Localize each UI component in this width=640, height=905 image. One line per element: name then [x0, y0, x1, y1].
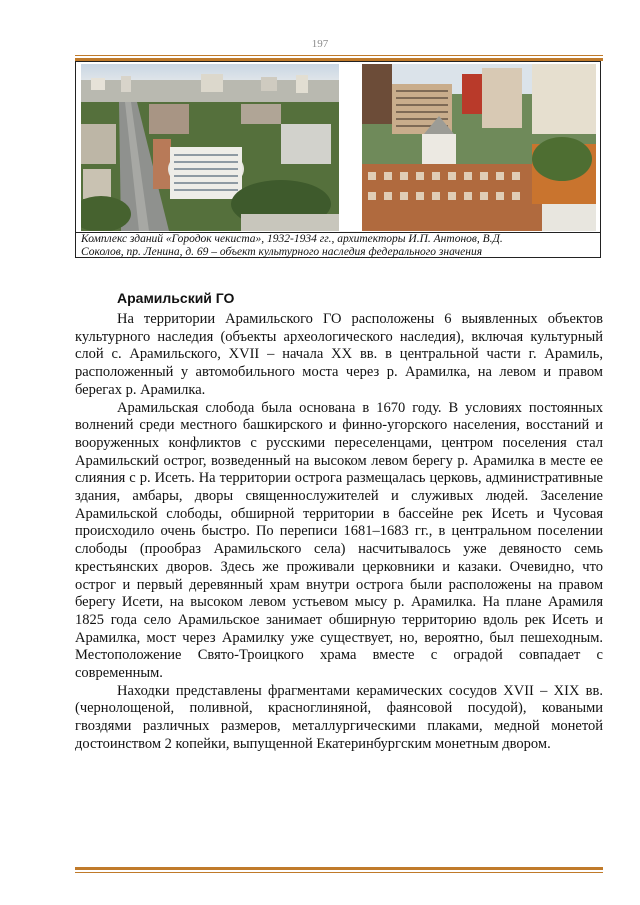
paragraph: Арамильская слобода была основана в 1670 году. В условиях постоянных волнений среди местного башкирского и финно-угорского населения, восстаний и вооруженных конфликтов с русскими переселенцами, центром поселения стал Арамильский острог, возведенный на высоком левом берегу р. Арамилка в месте ее слияния с р. Исеть. На территории острога размещалась церковь, административные здания, амбары, дворы священнослужителей и служивых людей. Заселение Арамильской слободы, обширной территории в бассейне рек Исеть и Чусовая происходило очень быстро. По переписи 1681–1683 гг., в центральном поселении слободы (прообраз Арамильского села) насчитывалось уже девяносто семь крестьянских дворов. Здесь же проживали церковники и казаки. Очевидно, что острог и первый деревянный храм внутри острога были расположены на правом берегу Исети, на высоком левом устьевом мысу р. Арамилка. На плане Арамиля 1825 года село Арамильское занимает обширную территорию вдоль рек Исеть и Арамилка, мост через Арамилку уже существует, но, вероятно, был пешеходным. Местоположение Свято-Троицкого храма вместе с оградой совпадает с современным.: [75, 399, 603, 682]
figure-caption: [76, 232, 600, 258]
paragraph: На территории Арамильского ГО расположены 6 выявленных объектов культурного наследия (объекты археологического наследия), включая культурный слой с. Арамильского, XVII – начала XX вв. в центральной части г. Арамиль, расположенный у автомобильного моста через р. Арамилка, на левом и правом берегах р. Арамилка.: [75, 311, 603, 398]
photo-chekist-town-aerial: [81, 64, 339, 231]
section-heading: Арамильский ГО: [117, 290, 235, 306]
caption-line-2: Соколов, пр. Ленина, д. 69 – объект культурного наследия федерального значения: [81, 246, 483, 258]
section-body: [75, 311, 603, 754]
photo-chekist-town-street: [362, 64, 596, 231]
footer-rule: [75, 867, 603, 873]
page-number: 197: [311, 38, 329, 50]
paragraph: Находки представлены фрагментами керамических сосудов XVII – XIX вв. (чернолощеной, поливной, красноглиняной, фаянсовой посудой), коваными гвоздями различных размеров, металлургическими плаками, медной монетой достоинством 2 копейки, выпущенной Екатеринбургским монетным двором.: [75, 682, 603, 752]
figure: [75, 61, 601, 258]
photo-divider: [346, 64, 354, 231]
caption-line-1: Комплекс зданий «Городок чекиста», 1932-1934 гг., архитекторы И.П. Антонов, В.Д.: [81, 233, 503, 245]
